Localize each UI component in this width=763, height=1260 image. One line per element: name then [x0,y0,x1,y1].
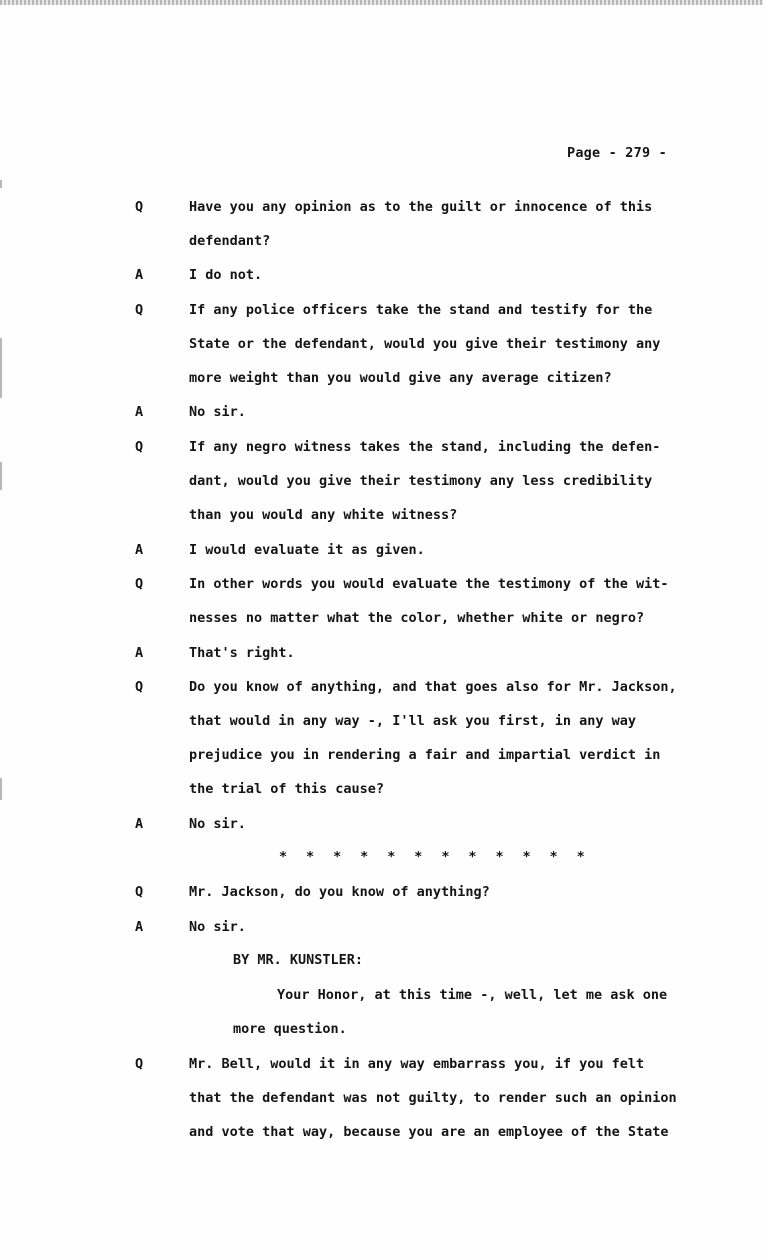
transcript-line: the trial of this cause? [189,781,385,797]
examiner-heading: BY MR. KUNSTLER: [233,952,364,968]
transcript-line: that would in any way -, I'll ask you first, in any way [189,713,637,729]
scan-top-edge [0,0,763,5]
transcript-line: I would evaluate it as given. [189,542,425,558]
transcript-line: No sir. [189,404,246,420]
speaker-q: Q [135,884,144,900]
scan-mark [0,338,2,398]
transcript-line: Mr. Bell, would it in any way embarrass you, if you felt [189,1056,645,1072]
transcript-line: that the defendant was not guilty, to render such an opinion [189,1090,677,1106]
transcript-line: dant, would you give their testimony any less credibility [189,473,653,489]
transcript-line: No sir. [189,919,246,935]
speaker-q: Q [135,679,144,695]
scan-mark [0,778,2,800]
transcript-line: If any negro witness takes the stand, including the defen- [189,439,661,455]
speaker-q: Q [135,439,144,455]
statement-line: Your Honor, at this time -, well, let me ask one [277,987,668,1003]
section-separator: * * * * * * * * * * * * [279,849,591,865]
transcript-line: State or the defendant, would you give their testimony any [189,336,661,352]
speaker-a: A [135,645,144,661]
transcript-line: Have you any opinion as to the guilt or innocence of this [189,199,653,215]
transcript-line: and vote that way, because you are an employee of the State [189,1124,669,1140]
transcript-line: If any police officers take the stand and testify for the [189,302,653,318]
transcript-line: prejudice you in rendering a fair and impartial verdict in [189,747,661,763]
speaker-a: A [135,919,144,935]
transcript-line: Do you know of anything, and that goes also for Mr. Jackson, [189,679,677,695]
scan-mark [0,180,2,188]
speaker-q: Q [135,1056,144,1072]
transcript-line: That's right. [189,645,295,661]
scan-mark [0,462,2,490]
transcript-line: Mr. Jackson, do you know of anything? [189,884,490,900]
speaker-q: Q [135,576,144,592]
transcript-line: In other words you would evaluate the testimony of the wit- [189,576,669,592]
statement-line: more question. [233,1021,347,1037]
transcript-line: nesses no matter what the color, whether white or negro? [189,610,645,626]
transcript-line: than you would any white witness? [189,507,458,523]
page-number: Page - 279 - [567,145,667,161]
speaker-a: A [135,542,144,558]
speaker-a: A [135,404,144,420]
transcript-line: more weight than you would give any average citizen? [189,370,612,386]
speaker-a: A [135,816,144,832]
speaker-q: Q [135,302,144,318]
transcript-line: defendant? [189,233,271,249]
speaker-a: A [135,267,144,283]
transcript-line: No sir. [189,816,246,832]
speaker-q: Q [135,199,144,215]
transcript-line: I do not. [189,267,263,283]
